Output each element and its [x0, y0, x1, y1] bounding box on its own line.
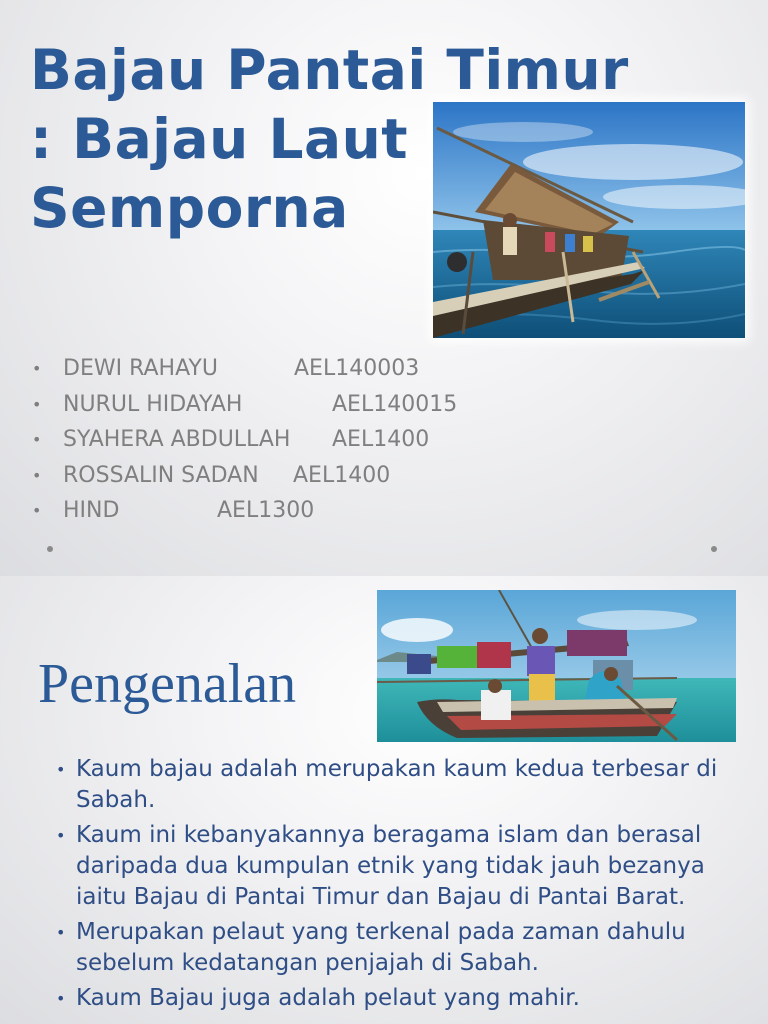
empty-bullet-dot [47, 546, 53, 552]
children-boat-illustration [377, 590, 736, 742]
title-line-2: : Bajau Laut [30, 107, 409, 171]
boat-photo-illustration [433, 102, 745, 338]
member-name: NURUL HIDAYAH [63, 391, 243, 417]
slide-introduction [0, 576, 768, 1024]
member-id: AEL140003 [294, 356, 420, 381]
introduction-bullet-list [52, 754, 732, 1018]
section-heading: Pengenalan [38, 653, 297, 715]
bullet-item [52, 917, 732, 979]
member-name: ROSSALIN SADAN [63, 462, 259, 488]
member-name: HIND [63, 498, 120, 523]
member-id: AEL1400 [332, 427, 430, 452]
bullet-dot-icon: • [56, 923, 66, 942]
bullet-dot-icon: • [56, 826, 66, 845]
bullet-text: Kaum bajau adalah merupakan kaum kedua terbesar di Sabah. [76, 756, 718, 813]
bullet-item [52, 820, 732, 913]
bullet-dot-icon: • [32, 394, 42, 414]
bullet-dot-icon: • [56, 989, 66, 1008]
bullet-dot-icon: • [32, 465, 42, 485]
bajau-boat-photo [433, 102, 745, 338]
bullet-dot-icon: • [32, 501, 42, 520]
bullet-text: Merupakan pelaut yang terkenal pada zaman dahulu sebelum kedatangan penjajah di Sabah. [76, 919, 686, 976]
empty-bullet-dot [711, 546, 717, 552]
title-line-1: Bajau Pantai Timur [30, 38, 629, 102]
member-name: SYAHERA ABDULLAH [63, 427, 291, 452]
member-id: AEL1300 [217, 498, 315, 523]
member-name: DEWI RAHAYU [63, 356, 218, 381]
bullet-dot-icon: • [56, 760, 66, 779]
bullet-text: Kaum Bajau juga adalah pelaut yang mahir. [76, 985, 580, 1011]
bullet-item [52, 983, 732, 1014]
member-id: AEL1400 [293, 462, 391, 488]
bullet-dot-icon: • [32, 359, 42, 378]
title-line-3: Semporna [30, 176, 349, 240]
bajau-children-boat-photo [377, 590, 736, 742]
bullet-item [52, 754, 732, 816]
bullet-text: Kaum ini kebanyakannya beragama islam dan berasal daripada dua kumpulan etnik yang tidak jauh bezanya iaitu Bajau di Pantai Timur dan Bajau di Pantai Barat. [76, 822, 705, 910]
bullet-dot-icon: • [32, 430, 42, 449]
member-id: AEL140015 [332, 391, 458, 417]
